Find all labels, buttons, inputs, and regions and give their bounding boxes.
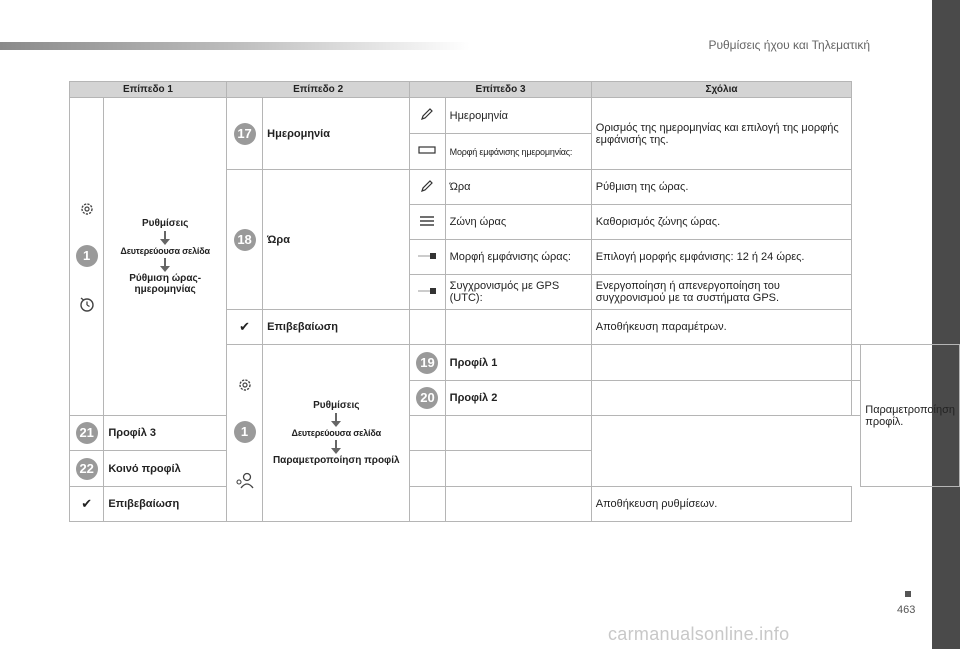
level2-time-label: Ώρα bbox=[263, 170, 410, 310]
badge-17: 17 bbox=[234, 123, 256, 145]
list-icon bbox=[419, 214, 435, 228]
comment-profiles: Παραμετροποίηση προφίλ. bbox=[861, 345, 960, 487]
section-title: Ρυθμίσεις ήχου και Τηλεματική bbox=[708, 38, 870, 52]
level2-confirm-label: Επιβεβαίωση bbox=[104, 487, 227, 522]
level2-confirm-label: Επιβεβαίωση bbox=[263, 310, 410, 345]
arrow-down-icon bbox=[164, 258, 166, 267]
level1-badge: 1 bbox=[76, 245, 98, 267]
settings-table bbox=[69, 81, 960, 522]
menu-target-label: Παραμετροποίηση προφίλ bbox=[272, 455, 400, 466]
comment-time-format: Επιλογή μορφής εμφάνισης: 12 ή 24 ώρες. bbox=[591, 240, 851, 275]
comment-time: Ρύθμιση της ώρας. bbox=[591, 170, 851, 205]
menu-settings-label: Ρυθμίσεις bbox=[141, 218, 189, 229]
clock-icon bbox=[78, 295, 96, 313]
arrow-down-icon bbox=[335, 413, 337, 422]
col-header-level2: Επίπεδο 2 bbox=[226, 82, 409, 98]
page-marker bbox=[905, 591, 911, 597]
level1-cell bbox=[70, 98, 104, 416]
page-number: 463 bbox=[897, 604, 916, 616]
gear-icon bbox=[237, 377, 253, 393]
badge-19: 19 bbox=[416, 352, 438, 374]
format-bar-icon bbox=[418, 145, 436, 155]
badge-21: 21 bbox=[76, 422, 98, 444]
pencil-icon bbox=[420, 107, 434, 121]
watermark: carmanualsonline.info bbox=[608, 624, 790, 644]
table-row bbox=[70, 416, 960, 451]
arrow-down-icon bbox=[335, 440, 337, 449]
table-row bbox=[70, 487, 960, 522]
menu-path-cell bbox=[104, 98, 227, 416]
col-header-level3: Επίπεδο 3 bbox=[410, 82, 591, 98]
level3-date-format: Μορφή εμφάνισης ημερομηνίας: bbox=[445, 134, 591, 170]
table-header-row bbox=[70, 82, 960, 98]
arrow-down-icon bbox=[164, 231, 166, 240]
checkmark-icon: ✔ bbox=[239, 319, 250, 334]
common-profile-label: Κοινό προφίλ bbox=[104, 451, 227, 487]
menu-path-cell bbox=[263, 345, 410, 522]
level1-badge: 1 bbox=[234, 421, 256, 443]
toggle-switch-icon bbox=[417, 251, 437, 261]
comment-date: Ορισμός της ημερομηνίας και επιλογή της μορφής εμφάνισής της. bbox=[591, 98, 851, 170]
checkmark-icon: ✔ bbox=[81, 496, 93, 511]
profile-2-label: Προφίλ 2 bbox=[445, 381, 591, 416]
level3-time: Ώρα bbox=[445, 170, 591, 205]
menu-target-label: Ρύθμιση ώρας-ημερομηνίας bbox=[129, 273, 202, 295]
badge-20: 20 bbox=[416, 387, 438, 409]
col-header-comments: Σχόλια bbox=[591, 82, 851, 98]
table-row bbox=[70, 98, 960, 134]
level1-cell bbox=[226, 345, 262, 522]
menu-secondary-label: Δευτερεύουσα σελίδα bbox=[120, 246, 210, 256]
toggle-switch-icon bbox=[417, 286, 437, 296]
comment-gps-sync: Ενεργοποίηση ή απενεργοποίηση του συγχρονισμού με τα συστήματα GPS. bbox=[591, 275, 851, 310]
user-profile-icon bbox=[235, 471, 255, 489]
gear-icon bbox=[79, 201, 95, 217]
profile-3-label: Προφίλ 3 bbox=[104, 416, 227, 451]
level3-timezone: Ζώνη ώρας bbox=[445, 205, 591, 240]
table-row bbox=[70, 451, 960, 487]
menu-secondary-label: Δευτερεύουσα σελίδα bbox=[291, 428, 381, 438]
level3-date: Ημερομηνία bbox=[445, 98, 591, 134]
level3-gps-sync: Συγχρονισμός με GPS (UTC): bbox=[445, 275, 591, 310]
comment-confirm: Αποθήκευση ρυθμίσεων. bbox=[591, 487, 851, 522]
comment-confirm: Αποθήκευση παραμέτρων. bbox=[591, 310, 851, 345]
level2-date-label: Ημερομηνία bbox=[263, 98, 410, 170]
pencil-icon bbox=[420, 179, 434, 193]
col-header-level1: Επίπεδο 1 bbox=[70, 82, 227, 98]
comment-timezone: Καθορισμός ζώνης ώρας. bbox=[591, 205, 851, 240]
badge-18: 18 bbox=[234, 229, 256, 251]
badge-22: 22 bbox=[76, 458, 98, 480]
header-gradient-bar bbox=[0, 42, 470, 50]
level3-time-format: Μορφή εμφάνισης ώρας: bbox=[445, 240, 591, 275]
profile-1-label: Προφίλ 1 bbox=[445, 345, 591, 381]
menu-settings-label: Ρυθμίσεις bbox=[313, 400, 360, 411]
